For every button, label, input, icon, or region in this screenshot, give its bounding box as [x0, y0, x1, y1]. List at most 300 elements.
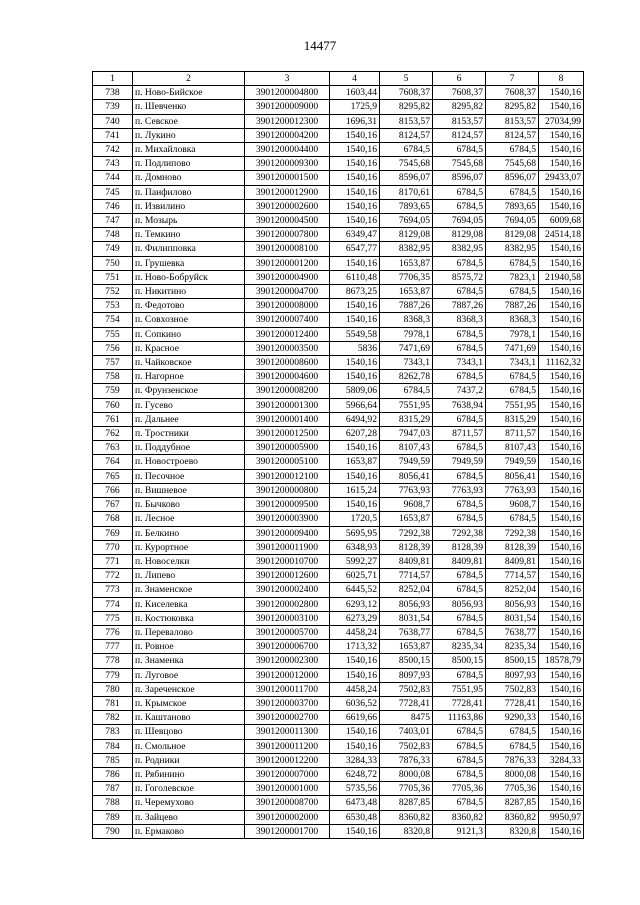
value-cell: 1540,16 [330, 256, 380, 270]
value-cell: 1540,16 [539, 199, 584, 213]
value-cell: 1540,16 [330, 356, 380, 370]
value-cell: 4458,24 [330, 625, 380, 639]
table-row [93, 469, 584, 483]
row-number-cell: 740 [93, 114, 133, 128]
value-cell: 1540,16 [539, 370, 584, 384]
settlement-name-cell: п. Новоселки [133, 554, 245, 568]
row-number-cell: 776 [93, 625, 133, 639]
table-row [93, 228, 584, 242]
table-row [93, 341, 584, 355]
value-cell: 7608,37 [433, 86, 486, 100]
row-number-cell: 747 [93, 214, 133, 228]
value-cell: 8056,93 [433, 597, 486, 611]
value-cell: 1540,16 [330, 171, 380, 185]
value-cell: 1540,16 [330, 654, 380, 668]
settlement-name-cell: п. Зайцево [133, 810, 245, 824]
table-row [93, 512, 584, 526]
table-row [93, 796, 584, 810]
value-cell: 8031,54 [380, 611, 433, 625]
value-cell: 8129,08 [486, 228, 539, 242]
value-cell: 8360,82 [380, 810, 433, 824]
row-number-cell: 773 [93, 583, 133, 597]
value-cell: 1653,87 [380, 285, 433, 299]
page-number: 14477 [303, 38, 337, 53]
value-cell: 6293,12 [330, 597, 380, 611]
table-row [93, 569, 584, 583]
table-row [93, 554, 584, 568]
settlement-name-cell: п. Родники [133, 753, 245, 767]
code-cell: 3901200001500 [245, 171, 330, 185]
table-row [93, 782, 584, 796]
settlement-name-cell: п. Курортное [133, 540, 245, 554]
value-cell: 6784,5 [433, 143, 486, 157]
code-cell: 3901200005900 [245, 441, 330, 455]
code-cell: 3901200001000 [245, 782, 330, 796]
value-cell: 8235,34 [433, 640, 486, 654]
settlement-name-cell: п. Чайковское [133, 356, 245, 370]
value-cell: 29433,07 [539, 171, 584, 185]
value-cell: 7763,93 [486, 483, 539, 497]
settlement-name-cell: п. Костюковка [133, 611, 245, 625]
row-number-cell: 769 [93, 526, 133, 540]
value-cell: 1540,16 [539, 143, 584, 157]
row-number-cell: 765 [93, 469, 133, 483]
value-cell: 7893,65 [486, 199, 539, 213]
value-cell: 1540,16 [539, 611, 584, 625]
value-cell: 6784,5 [486, 725, 539, 739]
code-cell: 3901200002300 [245, 654, 330, 668]
table-row [93, 739, 584, 753]
settlement-name-cell: п. Извилино [133, 199, 245, 213]
table-row [93, 299, 584, 313]
value-cell: 7502,83 [380, 739, 433, 753]
value-cell: 7638,94 [433, 398, 486, 412]
value-cell: 7471,69 [380, 341, 433, 355]
row-number-cell: 782 [93, 711, 133, 725]
value-cell: 7876,33 [380, 753, 433, 767]
value-cell: 6784,5 [433, 583, 486, 597]
settlement-name-cell: п. Ермаково [133, 824, 245, 838]
value-cell: 1540,16 [539, 583, 584, 597]
value-cell: 8500,15 [380, 654, 433, 668]
value-cell: 6110,48 [330, 270, 380, 284]
code-cell: 3901200008200 [245, 384, 330, 398]
value-cell: 6784,5 [433, 739, 486, 753]
value-cell: 1540,16 [539, 299, 584, 313]
row-number-cell: 742 [93, 143, 133, 157]
value-cell: 8056,93 [380, 597, 433, 611]
value-cell: 8056,41 [486, 469, 539, 483]
value-cell: 8382,95 [433, 242, 486, 256]
value-cell: 8475 [380, 711, 433, 725]
table-row [93, 143, 584, 157]
code-cell: 3901200009000 [245, 100, 330, 114]
value-cell: 9608,7 [486, 498, 539, 512]
value-cell: 8500,15 [486, 654, 539, 668]
value-cell: 1540,16 [539, 412, 584, 426]
code-cell: 3901200007000 [245, 767, 330, 781]
row-number-cell: 744 [93, 171, 133, 185]
value-cell: 8409,81 [380, 554, 433, 568]
value-cell: 6784,5 [433, 611, 486, 625]
code-cell: 3901200012300 [245, 114, 330, 128]
code-cell: 3901200001200 [245, 256, 330, 270]
value-cell: 1540,16 [539, 86, 584, 100]
value-cell: 1540,16 [330, 498, 380, 512]
value-cell: 7714,57 [486, 569, 539, 583]
value-cell: 5549,58 [330, 327, 380, 341]
settlement-name-cell: п. Федотово [133, 299, 245, 313]
value-cell: 8360,82 [433, 810, 486, 824]
code-cell: 3901200012900 [245, 185, 330, 199]
settlement-name-cell: п. Крымское [133, 696, 245, 710]
row-number-cell: 761 [93, 412, 133, 426]
table-row [93, 114, 584, 128]
row-number-cell: 772 [93, 569, 133, 583]
value-cell: 8129,08 [433, 228, 486, 242]
value-cell: 8153,57 [433, 114, 486, 128]
value-cell: 8596,07 [380, 171, 433, 185]
value-cell: 8315,29 [486, 412, 539, 426]
settlement-name-cell: п. Каштаново [133, 711, 245, 725]
value-cell: 6248,72 [330, 767, 380, 781]
settlement-name-cell: п. Панфилово [133, 185, 245, 199]
value-cell: 1540,16 [330, 668, 380, 682]
settlement-name-cell: п. Перевалово [133, 625, 245, 639]
value-cell: 8320,8 [486, 824, 539, 838]
value-cell: 8382,95 [486, 242, 539, 256]
value-cell: 6784,5 [380, 384, 433, 398]
value-cell: 7292,38 [380, 526, 433, 540]
table-row [93, 242, 584, 256]
value-cell: 8500,15 [433, 654, 486, 668]
value-cell: 6784,5 [433, 441, 486, 455]
settlement-name-cell: п. Шевченко [133, 100, 245, 114]
value-cell: 7714,57 [380, 569, 433, 583]
value-cell: 8252,04 [486, 583, 539, 597]
settlement-name-cell: п. Тростники [133, 427, 245, 441]
settlement-name-cell: п. Зареченское [133, 682, 245, 696]
value-cell: 6273,29 [330, 611, 380, 625]
row-number-cell: 738 [93, 86, 133, 100]
value-cell: 1540,16 [330, 185, 380, 199]
value-cell: 1540,16 [539, 455, 584, 469]
table-row [93, 270, 584, 284]
settlement-name-cell: п. Поддубное [133, 441, 245, 455]
code-cell: 3901200010700 [245, 554, 330, 568]
table-row [93, 455, 584, 469]
value-cell: 3284,33 [539, 753, 584, 767]
code-cell: 3901200008600 [245, 356, 330, 370]
code-cell: 3901200012400 [245, 327, 330, 341]
code-cell: 3901200011200 [245, 739, 330, 753]
table-row [93, 682, 584, 696]
settlement-name-cell: п. Красное [133, 341, 245, 355]
value-cell: 1540,16 [330, 199, 380, 213]
value-cell: 6784,5 [486, 384, 539, 398]
row-number-cell: 752 [93, 285, 133, 299]
table-row [93, 640, 584, 654]
code-cell: 3901200008700 [245, 796, 330, 810]
column-header: 2 [133, 72, 245, 86]
value-cell: 1540,16 [539, 242, 584, 256]
value-cell: 1540,16 [330, 739, 380, 753]
value-cell: 6784,5 [433, 341, 486, 355]
value-cell: 6784,5 [433, 469, 486, 483]
value-cell: 7949,59 [486, 455, 539, 469]
settlement-name-cell: п. Липево [133, 569, 245, 583]
row-number-cell: 751 [93, 270, 133, 284]
value-cell: 9121,3 [433, 824, 486, 838]
value-cell: 1540,16 [539, 256, 584, 270]
value-cell: 7887,26 [486, 299, 539, 313]
table-row [93, 625, 584, 639]
value-cell: 1540,16 [330, 157, 380, 171]
row-number-cell: 768 [93, 512, 133, 526]
value-cell: 7949,59 [380, 455, 433, 469]
value-cell: 7638,77 [380, 625, 433, 639]
value-cell: 8368,3 [380, 313, 433, 327]
value-cell: 8673,25 [330, 285, 380, 299]
code-cell: 3901200004500 [245, 214, 330, 228]
value-cell: 7893,65 [380, 199, 433, 213]
value-cell: 6784,5 [486, 370, 539, 384]
row-number-cell: 789 [93, 810, 133, 824]
value-cell: 8295,82 [433, 100, 486, 114]
code-cell: 3901200004800 [245, 86, 330, 100]
value-cell: 1653,87 [380, 256, 433, 270]
value-cell: 8056,41 [380, 469, 433, 483]
value-cell: 11163,86 [433, 711, 486, 725]
value-cell: 1540,16 [539, 327, 584, 341]
settlement-name-cell: п. Черемухово [133, 796, 245, 810]
value-cell: 7608,37 [486, 86, 539, 100]
value-cell: 8409,81 [433, 554, 486, 568]
value-cell: 7292,38 [433, 526, 486, 540]
value-cell: 5966,64 [330, 398, 380, 412]
value-cell: 8368,3 [486, 313, 539, 327]
value-cell: 8382,95 [380, 242, 433, 256]
settlement-name-cell: п. Лесное [133, 512, 245, 526]
value-cell: 6784,5 [380, 143, 433, 157]
value-cell: 1540,16 [539, 157, 584, 171]
row-number-cell: 750 [93, 256, 133, 270]
row-number-cell: 774 [93, 597, 133, 611]
table-row [93, 526, 584, 540]
value-cell: 1540,16 [539, 625, 584, 639]
code-cell: 3901200012000 [245, 668, 330, 682]
value-cell: 6784,5 [486, 512, 539, 526]
code-cell: 3901200009300 [245, 157, 330, 171]
value-cell: 1540,16 [330, 128, 380, 142]
row-number-cell: 759 [93, 384, 133, 398]
code-cell: 3901200000800 [245, 483, 330, 497]
table-row [93, 583, 584, 597]
value-cell: 6784,5 [486, 256, 539, 270]
value-cell: 7292,38 [486, 526, 539, 540]
table-row [93, 199, 584, 213]
code-cell: 3901200005700 [245, 625, 330, 639]
code-cell: 3901200002700 [245, 711, 330, 725]
value-cell: 1540,16 [330, 313, 380, 327]
row-number-cell: 743 [93, 157, 133, 171]
column-header: 4 [330, 72, 380, 86]
settlement-name-cell: п. Темкино [133, 228, 245, 242]
value-cell: 7694,05 [486, 214, 539, 228]
settlement-name-cell: п. Сопкино [133, 327, 245, 341]
table-row [93, 100, 584, 114]
value-cell: 8368,3 [433, 313, 486, 327]
row-number-cell: 748 [93, 228, 133, 242]
value-cell: 8711,57 [433, 427, 486, 441]
settlement-name-cell: п. Бычково [133, 498, 245, 512]
value-cell: 6445,52 [330, 583, 380, 597]
value-cell: 6784,5 [433, 569, 486, 583]
value-cell: 1540,16 [330, 214, 380, 228]
value-cell: 1540,16 [539, 640, 584, 654]
value-cell: 5695,95 [330, 526, 380, 540]
settlement-name-cell: п. Шевцово [133, 725, 245, 739]
table-row [93, 384, 584, 398]
value-cell: 8596,07 [486, 171, 539, 185]
settlement-name-cell: п. Гусево [133, 398, 245, 412]
value-cell: 1540,16 [539, 441, 584, 455]
value-cell: 7728,41 [486, 696, 539, 710]
value-cell: 6025,71 [330, 569, 380, 583]
settlement-name-cell: п. Гоголевское [133, 782, 245, 796]
settlement-name-cell: п. Ровное [133, 640, 245, 654]
value-cell: 4458,24 [330, 682, 380, 696]
value-cell: 1540,16 [539, 469, 584, 483]
value-cell: 8031,54 [486, 611, 539, 625]
value-cell: 7978,1 [380, 327, 433, 341]
row-number-cell: 786 [93, 767, 133, 781]
value-cell: 6784,5 [433, 753, 486, 767]
table-header [93, 72, 584, 86]
table-row [93, 313, 584, 327]
value-cell: 8320,8 [380, 824, 433, 838]
code-cell: 3901200011900 [245, 540, 330, 554]
value-cell: 7545,68 [433, 157, 486, 171]
table-row [93, 128, 584, 142]
value-cell: 8128,39 [380, 540, 433, 554]
code-cell: 3901200007800 [245, 228, 330, 242]
value-cell: 8170,61 [380, 185, 433, 199]
code-cell: 3901200008100 [245, 242, 330, 256]
value-cell: 8097,93 [486, 668, 539, 682]
value-cell: 7823,1 [486, 270, 539, 284]
column-header: 3 [245, 72, 330, 86]
row-number-cell: 749 [93, 242, 133, 256]
settlement-name-cell: п. Рябинино [133, 767, 245, 781]
settlement-name-cell: п. Подлипово [133, 157, 245, 171]
code-cell: 3901200004600 [245, 370, 330, 384]
value-cell: 7608,37 [380, 86, 433, 100]
settlement-name-cell: п. Смольное [133, 739, 245, 753]
value-cell: 8262,78 [380, 370, 433, 384]
value-cell: 7876,33 [486, 753, 539, 767]
value-cell: 8128,39 [433, 540, 486, 554]
value-cell: 6784,5 [486, 185, 539, 199]
value-cell: 9290,33 [486, 711, 539, 725]
value-cell: 7343,1 [380, 356, 433, 370]
value-cell: 8128,39 [486, 540, 539, 554]
value-cell: 8295,82 [486, 100, 539, 114]
value-cell: 8295,82 [380, 100, 433, 114]
value-cell: 1540,16 [539, 696, 584, 710]
settlement-name-cell: п. Ново-Бийское [133, 86, 245, 100]
value-cell: 1540,16 [539, 824, 584, 838]
row-number-cell: 762 [93, 427, 133, 441]
value-cell: 1540,16 [539, 398, 584, 412]
row-number-cell: 745 [93, 185, 133, 199]
value-cell: 7545,68 [486, 157, 539, 171]
value-cell: 8409,81 [486, 554, 539, 568]
table-row [93, 185, 584, 199]
value-cell: 6619,66 [330, 711, 380, 725]
row-number-cell: 780 [93, 682, 133, 696]
value-cell: 6784,5 [433, 512, 486, 526]
value-cell: 1540,16 [330, 725, 380, 739]
row-number-cell: 766 [93, 483, 133, 497]
row-number-cell: 784 [93, 739, 133, 753]
table-row [93, 441, 584, 455]
value-cell: 6348,93 [330, 540, 380, 554]
value-cell: 1725,9 [330, 100, 380, 114]
value-cell: 1540,16 [539, 483, 584, 497]
value-cell: 1540,16 [539, 100, 584, 114]
row-number-cell: 785 [93, 753, 133, 767]
value-cell: 6207,28 [330, 427, 380, 441]
value-cell: 18578,79 [539, 654, 584, 668]
code-cell: 3901200006700 [245, 640, 330, 654]
table-row [93, 611, 584, 625]
value-cell: 8315,29 [380, 412, 433, 426]
table-row [93, 214, 584, 228]
value-cell: 8153,57 [380, 114, 433, 128]
value-cell: 8107,43 [380, 441, 433, 455]
settlement-name-cell: п. Лукино [133, 128, 245, 142]
value-cell: 1540,16 [539, 512, 584, 526]
settlement-name-cell: п. Севское [133, 114, 245, 128]
value-cell: 8124,57 [433, 128, 486, 142]
value-cell: 1653,87 [380, 512, 433, 526]
value-cell: 7694,05 [433, 214, 486, 228]
value-cell: 7947,03 [380, 427, 433, 441]
code-cell: 3901200012600 [245, 569, 330, 583]
code-cell: 3901200012100 [245, 469, 330, 483]
row-number-cell: 757 [93, 356, 133, 370]
value-cell: 6036,52 [330, 696, 380, 710]
value-cell: 6784,5 [433, 668, 486, 682]
value-cell: 8360,82 [486, 810, 539, 824]
value-cell: 8097,93 [380, 668, 433, 682]
value-cell: 7705,36 [433, 782, 486, 796]
code-cell: 3901200001300 [245, 398, 330, 412]
table-row [93, 86, 584, 100]
value-cell: 5836 [330, 341, 380, 355]
table-row [93, 824, 584, 838]
value-cell: 8153,57 [486, 114, 539, 128]
value-cell: 1540,16 [539, 554, 584, 568]
settlement-name-cell: п. Мозырь [133, 214, 245, 228]
value-cell: 8596,07 [433, 171, 486, 185]
value-cell: 7551,95 [433, 682, 486, 696]
table-row [93, 810, 584, 824]
value-cell: 1540,16 [539, 767, 584, 781]
table-row [93, 597, 584, 611]
row-number-cell: 788 [93, 796, 133, 810]
